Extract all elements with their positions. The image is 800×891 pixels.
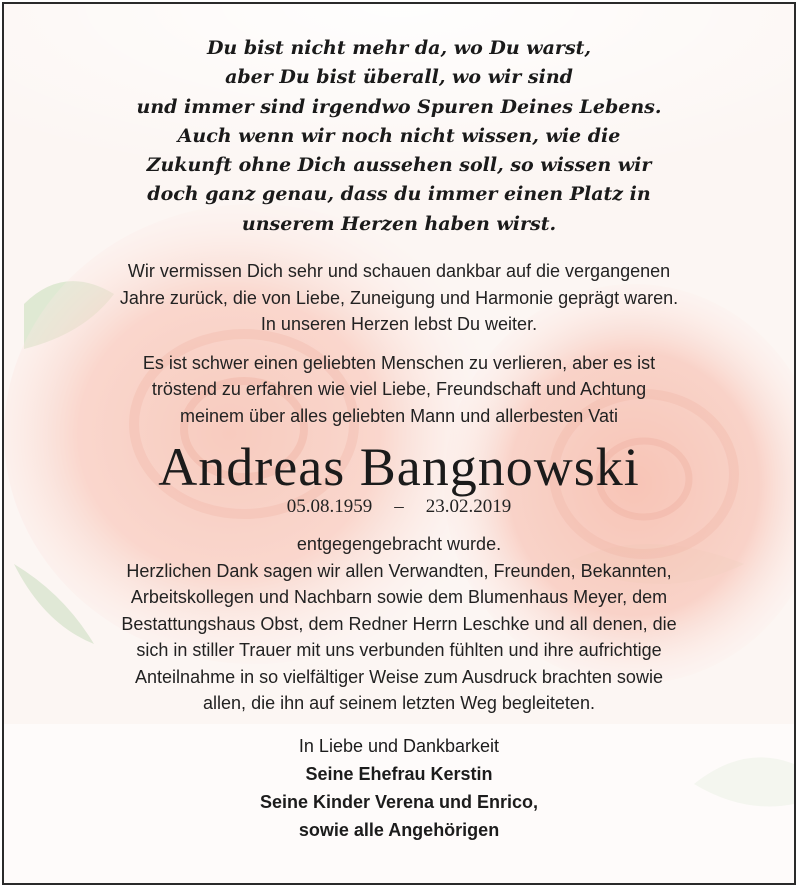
paragraph-line: Anteilnahme in so vielfältiger Weise zum Ausdruck brachten sowie xyxy=(135,666,663,687)
death-date: 23.02.2019 xyxy=(425,496,512,518)
paragraph-line: Jahre zurück, die von Liebe, Zuneigung und Harmonie geprägt waren. xyxy=(119,287,679,308)
signature-line: Seine Kinder Verena und Enrico, xyxy=(259,791,539,812)
closing-signature xyxy=(4,733,794,844)
gratitude-paragraph xyxy=(4,258,794,338)
paragraph-line: Herzlichen Dank sagen wir allen Verwandten, Freunden, Bekannten, xyxy=(126,560,672,581)
paragraph-line: In unseren Herzen lebst Du weiter. xyxy=(260,314,538,335)
poem xyxy=(4,4,794,239)
thanks-paragraph xyxy=(4,531,794,717)
poem-line: Zukunft ohne Dich aussehen soll, so wissen wir xyxy=(146,154,652,177)
birth-date: 05.08.1959 xyxy=(286,496,373,518)
paragraph-line: sich in stiller Trauer mit uns verbunden fühlten und ihre aufrichtige xyxy=(136,640,662,661)
poem-line: und immer sind irgendwo Spuren Deines Lebens. xyxy=(136,95,662,118)
date-dash: – xyxy=(394,496,404,518)
closing-intro: In Liebe und Dankbarkeit xyxy=(298,735,500,756)
condolence-intro-paragraph xyxy=(4,350,794,430)
paragraph-line: Es ist schwer einen geliebten Menschen zu verlieren, aber es ist xyxy=(142,352,656,373)
paragraph-line: meinem über alles geliebten Mann und allerbesten Vati xyxy=(180,405,618,426)
obituary-content xyxy=(4,4,794,844)
signature-line: sowie alle Angehörigen xyxy=(298,819,500,840)
poem-line: doch ganz genau, dass du immer einen Platz in xyxy=(147,183,651,206)
paragraph-line: tröstend zu erfahren wie viel Liebe, Freundschaft und Achtung xyxy=(151,379,647,400)
poem-line: Auch wenn wir noch nicht wissen, wie die xyxy=(177,124,621,147)
poem-line: aber Du bist überall, wo wir sind xyxy=(225,66,573,89)
paragraph-line: entgegengebracht wurde. xyxy=(296,534,502,555)
obituary-card xyxy=(2,2,796,885)
paragraph-line: allen, die ihn auf seinem letzten Weg begleiteten. xyxy=(203,693,595,714)
poem-line: Du bist nicht mehr da, wo Du warst, xyxy=(206,37,592,59)
deceased-name: Andreas Bangnowski xyxy=(158,437,640,498)
life-dates xyxy=(4,495,794,519)
signature-line: Seine Ehefrau Kerstin xyxy=(305,763,493,784)
paragraph-line: Wir vermissen Dich sehr und schauen dankbar auf die vergangenen xyxy=(127,261,671,282)
poem-line: unserem Herzen haben wirst. xyxy=(241,212,557,235)
paragraph-line: Bestattungshaus Obst, dem Redner Herrn Leschke und all denen, die xyxy=(121,613,677,634)
paragraph-line: Arbeitskollegen und Nachbarn sowie dem Blumenhaus Meyer, dem xyxy=(130,587,668,608)
